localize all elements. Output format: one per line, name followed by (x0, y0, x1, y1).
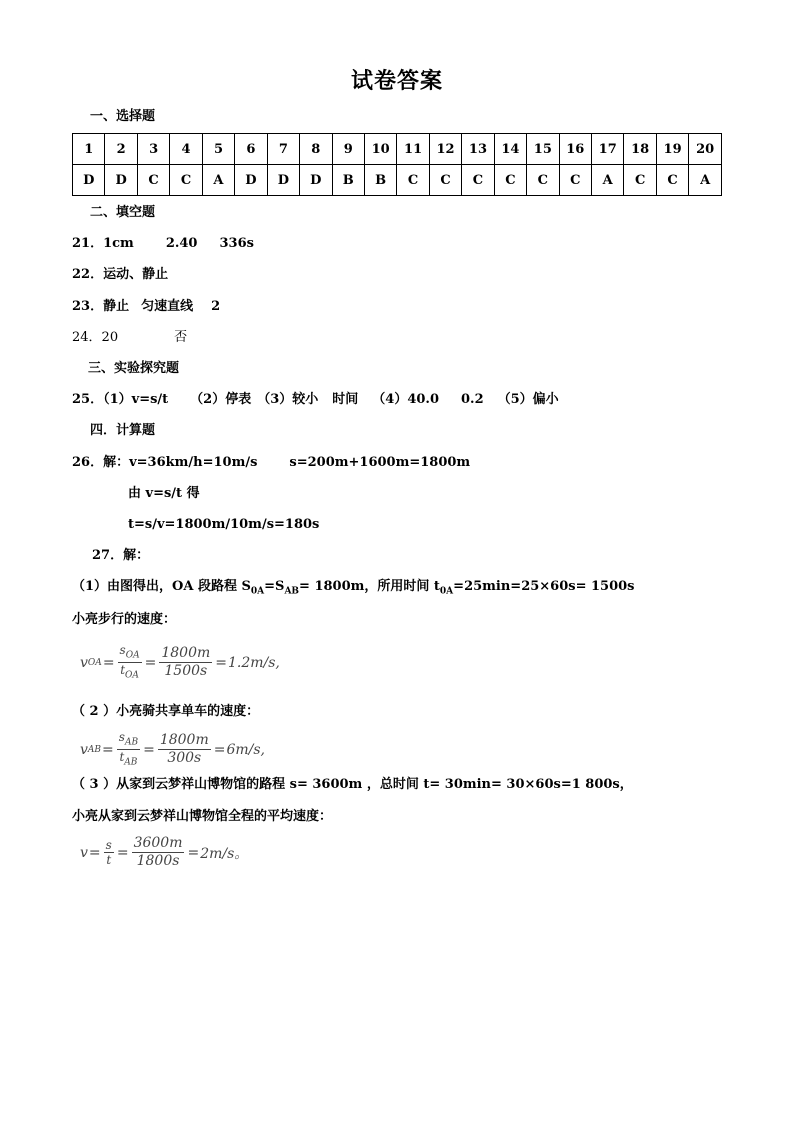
f1-result: 1.2m/s, (227, 654, 280, 671)
section-heading-experiment: 三、实验探究题 (88, 361, 180, 376)
q25-c: （3）较小 (257, 392, 319, 407)
f2-n2: 1800m (159, 732, 209, 749)
answer-cell: A (202, 165, 234, 196)
f2-n1: s (118, 730, 125, 744)
answer-cell: D (73, 165, 105, 196)
q27-p1-sub2: AB (284, 586, 300, 597)
q24-b: 否 (174, 330, 188, 345)
page-title: 试卷答案 (350, 68, 443, 94)
answer-cell: C (494, 165, 526, 196)
formula-average-speed: v = $\frac{s}{t}$ = $\frac{3600m}{1800s}$ = 2m/s。 (80, 835, 249, 869)
question-number-cell: 13 (462, 134, 494, 165)
f3-frac2 (132, 835, 185, 870)
question-number-cell: 11 (397, 134, 429, 165)
answer-cell: A (592, 165, 624, 196)
section-heading-calc: 四．计算题 (90, 423, 156, 438)
f1-d2: 1500s (164, 663, 208, 680)
q27-p1-post: =25min=25×60s= 1500s (453, 579, 635, 594)
question-number-cell: 12 (429, 134, 461, 165)
f1-frac2 (159, 645, 212, 680)
q23-number: 23． (72, 299, 104, 314)
q21-answer (72, 234, 254, 254)
q23-b: 匀速直线 (141, 299, 194, 314)
answer-cell: C (397, 165, 429, 196)
q26-line3: t=s/v=1800m/10m/s=180s (128, 517, 320, 532)
answer-cell: D (105, 165, 137, 196)
f3-d1: t (106, 853, 112, 867)
f2-d1: t (119, 750, 125, 765)
q25-number: 25． (72, 392, 104, 407)
answer-table-answer-row (73, 165, 722, 196)
f2-frac1 (117, 730, 140, 770)
f1-frac1 (118, 643, 142, 683)
f1-n1-sub: OA (125, 650, 140, 661)
answer-table-number-row (73, 134, 722, 165)
question-number-cell: 3 (137, 134, 169, 165)
section-heading-choice: 一、选择题 (90, 109, 156, 124)
q26-line1b: s=200m+1600m=1800m (289, 455, 471, 470)
q25-e: （4）40.0 (372, 392, 439, 407)
f2-result: 6m/s, (226, 741, 265, 758)
f1-d1: t (120, 663, 126, 678)
q21-number: 21． (72, 236, 104, 251)
f2-frac2 (158, 732, 211, 767)
q27-part3: （ 3 ）从家到云梦祥山博物馆的路程 s= 3600m ，总时间 t= 30min= 30×60s=1 800s， (72, 777, 633, 792)
q21-b: 2.40 (165, 236, 198, 251)
q26-line1a: 26．解：v=36km/h=10m/s (72, 455, 258, 470)
f1-d1-sub: OA (125, 670, 139, 681)
q27-p1-mid2: = 1800m，所用时间 t (299, 579, 440, 594)
q26-line1 (72, 453, 470, 473)
f1-lhs: v (80, 654, 88, 671)
q27-part3-label: 小亮从家到云梦祥山博物馆全程的平均速度： (72, 809, 333, 824)
q27-p1-pre: （1）由图得出，OA 段路程 S (72, 579, 251, 594)
answer-cell: A (689, 165, 722, 196)
question-number-cell: 10 (364, 134, 396, 165)
q27-p1-sub1: 0A (250, 586, 265, 597)
q25-f: 0.2 (461, 392, 484, 407)
f3-n1: s (105, 838, 112, 852)
question-number-cell: 17 (592, 134, 624, 165)
q25-d: 时间 (332, 392, 359, 407)
question-number-cell: 20 (689, 134, 722, 165)
question-number-cell: 8 (300, 134, 332, 165)
section-heading-fill: 二、填空题 (90, 205, 156, 220)
q25-b: （2）停表 (190, 392, 252, 407)
question-number-cell: 2 (105, 134, 137, 165)
q23-answer (72, 297, 220, 317)
q23-c: 2 (211, 299, 221, 314)
q27-heading: 27．解： (92, 548, 150, 563)
answer-table (72, 133, 722, 196)
question-number-cell: 18 (624, 134, 656, 165)
q25-answer (72, 390, 559, 410)
q24-number: 24． (72, 330, 102, 345)
q21-a: 1cm (103, 236, 134, 251)
question-number-cell: 6 (235, 134, 267, 165)
q22-answer (72, 265, 168, 285)
answer-cell: C (137, 165, 169, 196)
q23-a: 静止 (103, 299, 130, 314)
q27-part2-label: （ 2 ）小亮骑共享单车的速度： (72, 704, 260, 719)
q25-g: （5）偏小 (497, 392, 559, 407)
q24-a: 20 (101, 330, 119, 345)
q27-part1-label: 小亮步行的速度： (72, 612, 177, 627)
f3-n2: 3600m (133, 835, 183, 851)
q27-part1 (72, 577, 635, 602)
formula-bike-speed: v AB = $\frac{s_{AB}}{t_{AB}}$ = $\frac{1800m}{300s}$ = 6m/s, (80, 730, 265, 768)
f2-n1-sub: AB (124, 737, 139, 748)
f1-lhs-sub: OA (87, 657, 102, 668)
question-number-cell: 14 (494, 134, 526, 165)
answer-cell: D (267, 165, 299, 196)
question-number-cell: 7 (267, 134, 299, 165)
f3-result: 2m/s。 (200, 845, 249, 862)
f2-d1-sub: AB (124, 757, 138, 768)
question-number-cell: 4 (170, 134, 202, 165)
answer-cell: D (235, 165, 267, 196)
answer-cell: B (364, 165, 396, 196)
answer-cell: C (462, 165, 494, 196)
f2-d2: 300s (167, 750, 202, 767)
question-number-cell: 1 (73, 134, 105, 165)
q21-c: 336s (219, 236, 254, 251)
f2-lhs-sub: AB (87, 744, 102, 755)
q27-p1-sub3: 0A (439, 586, 454, 597)
f3-lhs: v (80, 844, 88, 861)
formula-walk-speed: v OA = $\frac{s_{OA}}{t_{OA}}$ = $\frac{1800m}{1500s}$ = 1.2m/s, (80, 643, 280, 681)
answer-cell: C (170, 165, 202, 196)
question-number-cell: 5 (202, 134, 234, 165)
answer-cell: C (429, 165, 461, 196)
f2-lhs: v (80, 741, 88, 758)
question-number-cell: 15 (527, 134, 559, 165)
answer-cell: C (624, 165, 656, 196)
q26-line2: 由 v=s/t 得 (128, 486, 200, 501)
f1-n1: s (119, 643, 126, 657)
question-number-cell: 16 (559, 134, 591, 165)
answer-cell: B (332, 165, 364, 196)
q24-answer (72, 328, 187, 348)
f1-n2: 1800m (161, 645, 211, 662)
q25-a: （1）v=s/t (103, 392, 169, 407)
q27-p1-mid1: =S (264, 579, 285, 594)
answer-cell: D (300, 165, 332, 196)
question-number-cell: 9 (332, 134, 364, 165)
q22-a: 运动、静止 (103, 267, 169, 282)
f3-frac1 (104, 838, 114, 867)
f3-d2: 1800s (136, 853, 180, 869)
answer-cell: C (559, 165, 591, 196)
answer-cell: C (527, 165, 559, 196)
answer-cell: C (656, 165, 688, 196)
q22-number: 22． (72, 267, 104, 282)
question-number-cell: 19 (656, 134, 688, 165)
